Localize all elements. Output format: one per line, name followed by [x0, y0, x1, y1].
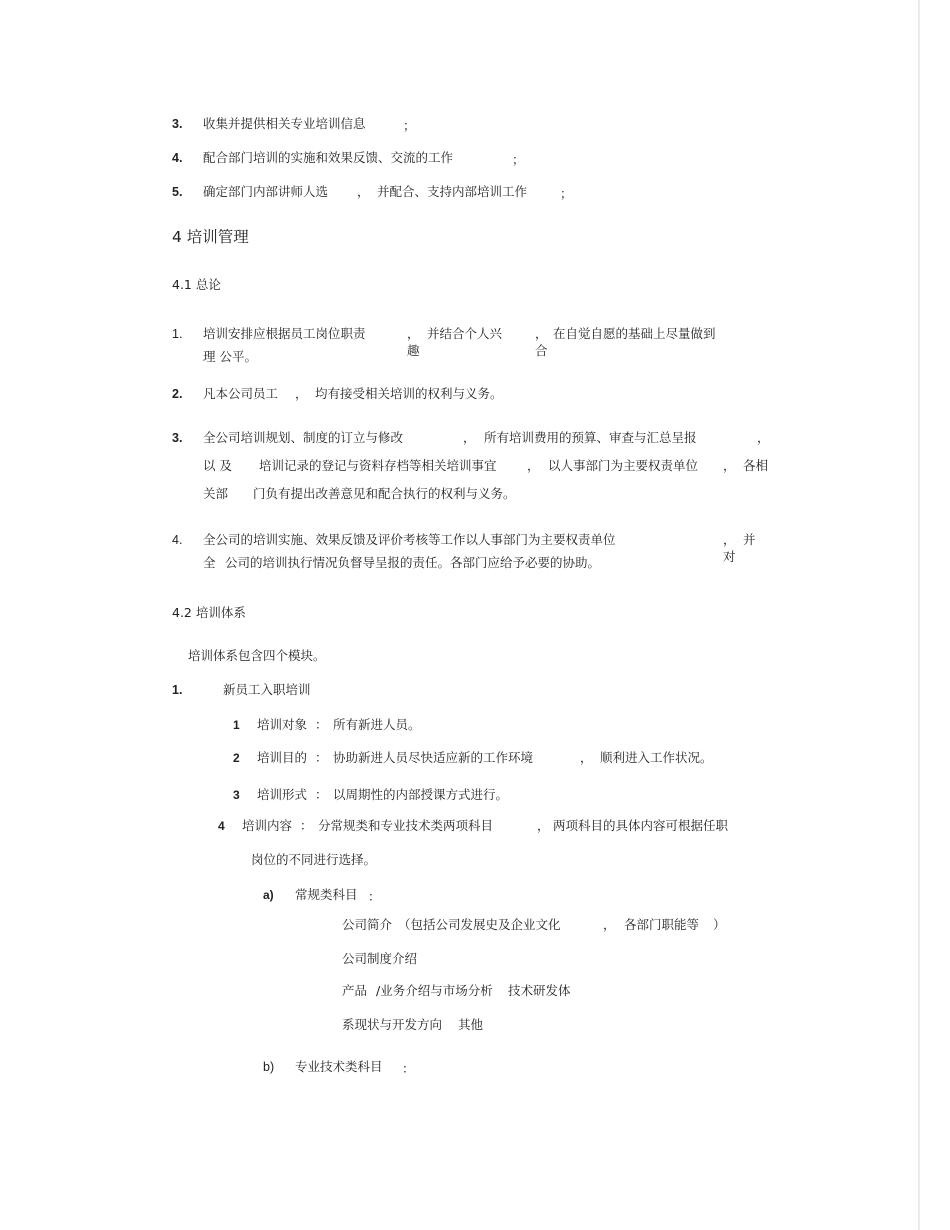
- para-punct: ，: [723, 532, 736, 547]
- item-text: 两项科目的具体内容可根据任职: [553, 818, 729, 833]
- para-text: 以人事部门为主要权责单位: [548, 458, 699, 473]
- para-number: 2.: [172, 387, 183, 401]
- sub-title: 专业技术类科目: [295, 1059, 383, 1074]
- list-number: 4.: [172, 151, 183, 165]
- item-text: 以周期性的内部授课方式进行。: [333, 787, 509, 802]
- list-punct: ，: [357, 184, 370, 199]
- para-text: 培训安排应根据员工岗位职责: [203, 326, 366, 341]
- module-title: 新员工入职培训: [223, 682, 311, 697]
- list-text: 收集并提供相关专业培训信息: [203, 116, 366, 131]
- para-punct: ，: [527, 458, 540, 473]
- item-text: 分常规类和专业技术类两项科目: [318, 818, 494, 833]
- course-punct: ，: [603, 917, 616, 932]
- course-text: 公司制度介绍: [342, 951, 418, 966]
- para-text: 培训记录的登记与资料存档等相关培训事宜: [259, 458, 497, 473]
- item-label: 培训对象: [257, 717, 308, 732]
- course-text: 各部门职能等: [624, 917, 700, 932]
- para-text: 所有培训费用的预算、审查与汇总呈报: [484, 430, 697, 445]
- subsection-heading: 4.2 培训体系: [172, 605, 246, 620]
- para-text: 在自觉自愿的基础上尽量做到: [553, 326, 716, 341]
- course-punct: ）: [713, 917, 726, 932]
- sub-colon: ：: [368, 889, 381, 904]
- para-text: 理 公平。: [203, 349, 257, 364]
- para-punct: ，: [757, 430, 770, 445]
- para-text: 全公司培训规划、制度的订立与修改: [203, 430, 404, 445]
- para-text: 全公司的培训实施、效果反馈及评价考核等工作以人事部门为主要权责单位: [203, 532, 616, 547]
- page-right-edge: [918, 0, 920, 1230]
- item-text: 顺利进入工作状况。: [600, 750, 713, 765]
- sub-colon: ：: [402, 1061, 415, 1076]
- para-punct: ，: [463, 430, 476, 445]
- subsection-heading: 4.1 总论: [172, 277, 221, 292]
- list-text: 配合部门培训的实施和效果反馈、交流的工作: [203, 150, 454, 165]
- list-text: 并配合、支持内部培训工作: [377, 184, 528, 199]
- sub-title: 常规类科目: [295, 887, 358, 902]
- sub-number: b): [263, 1060, 275, 1074]
- list-punct: ；: [512, 152, 525, 167]
- para-text: 趣: [407, 343, 420, 358]
- item-label: 培训形式: [257, 787, 308, 802]
- para-text: 并: [743, 532, 756, 547]
- item-text: 岗位的不同进行选择。: [251, 852, 377, 867]
- section-heading: 4 培训管理: [172, 228, 249, 246]
- sub-number: a): [263, 888, 274, 902]
- item-label: 培训内容: [242, 818, 293, 833]
- list-punct: ；: [560, 186, 573, 201]
- para-text: 并结合个人兴: [427, 326, 503, 341]
- item-colon: ：: [315, 787, 328, 802]
- item-text: 所有新进人员。: [333, 717, 421, 732]
- para-text: 凡本公司员工: [203, 386, 279, 401]
- item-number: 4: [218, 819, 225, 833]
- para-number: 3.: [172, 431, 183, 445]
- list-number: 5.: [172, 185, 183, 199]
- course-text: /业务介绍与市场分析: [376, 983, 493, 998]
- item-number: 1: [233, 718, 240, 732]
- item-number: 3: [233, 788, 240, 802]
- para-text: 公司的培训执行情况负督导呈报的责任。各部门应给予必要的协助。: [225, 555, 601, 570]
- para-punct: ，: [407, 326, 420, 341]
- para-text: 全: [203, 555, 216, 570]
- para-text: 关部: [203, 486, 229, 501]
- para-punct: ，: [295, 386, 308, 401]
- course-text: 公司简介: [342, 917, 393, 932]
- para-number: 1.: [172, 327, 183, 341]
- item-label: 培训目的: [257, 750, 308, 765]
- list-punct: ；: [403, 118, 416, 133]
- course-text: 其他: [458, 1017, 484, 1032]
- list-number: 3.: [172, 117, 183, 131]
- course-text: 产品: [342, 983, 368, 998]
- item-colon: ：: [300, 818, 313, 833]
- para-text: 对: [723, 549, 736, 564]
- para-punct: ，: [723, 458, 736, 473]
- module-number: 1.: [172, 683, 183, 697]
- list-text: 确定部门内部讲师人选: [203, 184, 329, 199]
- course-text: 系现状与开发方向: [342, 1017, 443, 1032]
- item-punct: ，: [580, 750, 593, 765]
- item-punct: ，: [537, 818, 550, 833]
- para-punct: ，: [535, 326, 548, 341]
- para-text: 均有接受相关培训的权利与义务。: [315, 386, 503, 401]
- para-text: 以 及: [203, 458, 232, 473]
- course-text: （包括公司发展史及企业文化: [398, 917, 561, 932]
- para-text: 各相: [743, 458, 769, 473]
- item-colon: ：: [315, 750, 328, 765]
- item-colon: ：: [315, 717, 328, 732]
- course-text: 技术研发体: [508, 983, 571, 998]
- item-number: 2: [233, 751, 240, 765]
- para-text: 门负有提出改善意见和配合执行的权利与义务。: [253, 486, 516, 501]
- item-text: 协助新进人员尽快适应新的工作环境: [333, 750, 534, 765]
- para-number: 4.: [172, 533, 183, 547]
- intro-text: 培训体系包含四个模块。: [188, 648, 326, 663]
- para-text: 合: [535, 343, 548, 358]
